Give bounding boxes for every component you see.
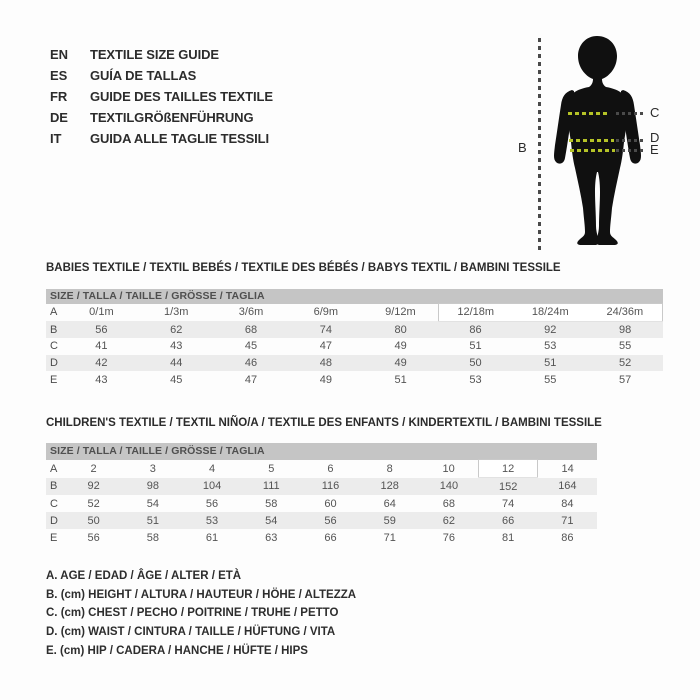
size-cell: 5 — [268, 462, 275, 475]
size-cell: 66 — [324, 531, 337, 544]
language-row — [50, 86, 273, 107]
child-silhouette — [505, 30, 670, 255]
language-code: EN — [50, 47, 68, 62]
size-cell: 51 — [123, 512, 182, 529]
language-code: DE — [50, 110, 68, 125]
size-cell: 3/6m — [238, 306, 264, 319]
row-label: E — [50, 373, 58, 386]
size-cell: 45 — [170, 373, 183, 386]
measurement-legend — [46, 567, 356, 661]
size-cell: 92 — [513, 321, 588, 338]
child-figure — [500, 25, 685, 260]
size-cell: 3 — [149, 462, 156, 475]
size-cell: 152 — [479, 478, 538, 496]
size-cell: 66 — [479, 512, 538, 529]
size-cell: 80 — [363, 321, 438, 338]
size-cell: 104 — [182, 478, 241, 496]
size-cell: 71 — [538, 512, 597, 529]
table-row — [46, 321, 663, 338]
size-cell: 63 — [265, 531, 278, 544]
size-cell: 47 — [244, 373, 258, 386]
row-label: D — [46, 512, 64, 529]
language-row — [50, 65, 273, 86]
size-cell: 50 — [438, 355, 513, 372]
row-label: E — [50, 531, 58, 544]
language-guide-title: GUÍA DE TALLAS — [90, 68, 197, 83]
legend-line: B. (cm) HEIGHT / ALTURA / HAUTEUR / HÖHE / ALTEZZA — [46, 588, 357, 601]
size-cell: 44 — [139, 355, 214, 372]
size-cell: 116 — [301, 478, 360, 496]
legend-line: E. (cm) HIP / CADERA / HANCHE / HÜFTE / HIPS — [46, 644, 308, 657]
language-guide-title: GUIDE DES TAILLES TEXTILE — [90, 89, 273, 104]
highlighted-size-cell: 24/36m — [588, 304, 663, 322]
size-cell: 58 — [146, 531, 159, 544]
size-cell: 55 — [544, 373, 557, 386]
size-cell: 54 — [146, 497, 159, 510]
table-row — [46, 478, 597, 496]
size-cell: 98 — [588, 321, 663, 338]
size-cell: 43 — [95, 373, 108, 386]
table-row — [46, 338, 663, 355]
size-cell: 50 — [64, 512, 123, 529]
size-cell: 164 — [538, 478, 597, 496]
height-measure-line — [538, 38, 541, 250]
size-cell: 62 — [419, 512, 478, 529]
language-guide-title: GUIDA ALLE TAGLIE TESSILI — [90, 131, 270, 146]
size-cell: 92 — [64, 478, 123, 496]
size-cell: 51 — [513, 355, 588, 372]
size-cell: 86 — [561, 531, 574, 544]
size-cell: 64 — [383, 497, 396, 510]
size-cell: 84 — [561, 497, 574, 510]
language-guide-title: TEXTILE SIZE GUIDE — [90, 47, 219, 62]
height-label: B — [518, 140, 527, 155]
language-code: FR — [50, 89, 68, 104]
size-cell: 56 — [301, 512, 360, 529]
size-cell: 6 — [327, 462, 334, 475]
size-cell: 52 — [588, 355, 663, 372]
chest-label: C — [650, 105, 660, 120]
table-row — [46, 512, 597, 529]
size-cell: 49 — [363, 355, 438, 372]
language-code: IT — [50, 131, 62, 146]
size-cell: 74 — [288, 321, 363, 338]
size-cell: 10 — [442, 462, 455, 475]
size-cell: 68 — [442, 497, 456, 510]
hip-body-dash — [570, 149, 615, 152]
children-table-title: CHILDREN'S TEXTILE / TEXTIL NIÑO/A / TEXTILE DES ENFANTS / KINDERTEXTIL / BAMBINI TESSILE — [46, 417, 602, 429]
size-cell: 86 — [438, 321, 513, 338]
size-cell: 61 — [205, 531, 219, 544]
row-label: D — [46, 355, 64, 372]
babies-size-table — [46, 262, 663, 388]
size-cell: 49 — [394, 340, 407, 353]
children-table — [46, 443, 597, 546]
hip-label: E — [650, 142, 659, 157]
size-cell: 8 — [386, 462, 393, 475]
size-cell: 59 — [360, 512, 419, 529]
children-size-table — [46, 417, 602, 546]
size-cell: 53 — [469, 373, 482, 386]
size-cell: 43 — [170, 340, 183, 353]
size-cell: 111 — [242, 478, 301, 496]
legend-line: A. AGE / EDAD / ÂGE / ALTER / ETÀ — [46, 570, 242, 582]
babies-size-header: SIZE / TALLA / TAILLE / GRÖSSE / TAGLIA — [46, 289, 663, 304]
size-cell: 68 — [214, 321, 289, 338]
size-cell: 57 — [618, 373, 632, 386]
children-size-header: SIZE / TALLA / TAILLE / GRÖSSE / TAGLIA — [46, 443, 597, 460]
size-cell: 51 — [469, 340, 482, 353]
row-label: C — [50, 497, 58, 510]
chest-body-dash — [568, 112, 610, 115]
language-row — [50, 107, 273, 128]
size-cell: 51 — [394, 373, 407, 386]
size-cell: 9/12m — [385, 306, 416, 319]
row-label: B — [46, 478, 64, 496]
size-cell: 41 — [95, 340, 108, 353]
row-label: B — [46, 321, 64, 338]
table-row — [46, 371, 663, 388]
size-cell: 128 — [360, 478, 419, 496]
size-cell: 4 — [208, 462, 216, 475]
size-cell: 58 — [265, 497, 278, 510]
table-row — [46, 529, 597, 546]
row-label: C — [50, 340, 58, 353]
size-cell: 52 — [87, 497, 100, 510]
row-label: A — [50, 462, 58, 475]
size-cell: 48 — [288, 355, 363, 372]
table-row — [46, 304, 663, 322]
size-cell: 98 — [123, 478, 182, 496]
size-cell: 53 — [544, 340, 557, 353]
highlighted-size-cell: 12/18m — [438, 304, 513, 322]
legend-line: D. (cm) WAIST / CINTURA / TAILLE / HÜFTUNG / VITA — [46, 626, 336, 639]
table-row — [46, 355, 663, 372]
size-cell: 6/9m — [313, 306, 339, 319]
chest-pointer-dash — [616, 112, 643, 115]
table-row — [46, 460, 597, 478]
language-code: ES — [50, 68, 68, 83]
size-cell: 56 — [64, 321, 139, 338]
size-cell: 2 — [90, 462, 97, 475]
language-row — [50, 128, 273, 149]
waist-body-dash — [569, 139, 614, 142]
babies-table — [46, 289, 663, 388]
size-cell: 74 — [502, 497, 515, 510]
table-row — [46, 495, 597, 512]
waist-pointer-dash — [616, 139, 643, 142]
highlighted-size-cell: 18/24m — [513, 304, 588, 322]
size-cell: 71 — [383, 531, 396, 544]
size-cell: 0/1m — [89, 306, 114, 319]
legend-line: C. (cm) CHEST / PECHO / POITRINE / TRUHE / PETTO — [46, 607, 339, 620]
size-cell: 62 — [139, 321, 214, 338]
size-cell: 42 — [64, 355, 139, 372]
size-cell: 56 — [87, 531, 100, 544]
size-cell: 60 — [324, 497, 337, 510]
language-row — [50, 44, 273, 65]
size-cell: 46 — [214, 355, 289, 372]
size-cell: 81 — [502, 531, 515, 544]
size-cell: 56 — [205, 497, 219, 510]
size-cell: 14 — [561, 462, 574, 475]
size-cell: 54 — [242, 512, 301, 529]
language-list — [50, 44, 273, 149]
size-cell: 76 — [442, 531, 456, 544]
size-cell: 49 — [319, 373, 332, 386]
hip-pointer-dash — [616, 149, 643, 152]
highlighted-size-cell: 12 — [479, 460, 538, 478]
size-cell: 140 — [419, 478, 478, 496]
size-cell: 55 — [618, 340, 632, 353]
size-cell: 53 — [182, 512, 241, 529]
size-cell: 45 — [244, 340, 258, 353]
row-label: A — [50, 306, 58, 319]
babies-table-title: BABIES TEXTILE / TEXTIL BEBÉS / TEXTILE DES BÉBÉS / BABYS TEXTIL / BAMBINI TESSILE — [46, 262, 561, 274]
size-cell: 47 — [319, 340, 332, 353]
language-guide-title: TEXTILGRÖßENFÜHRUNG — [90, 110, 254, 125]
size-cell: 1/3m — [163, 306, 189, 319]
waist-label: D — [650, 130, 660, 145]
